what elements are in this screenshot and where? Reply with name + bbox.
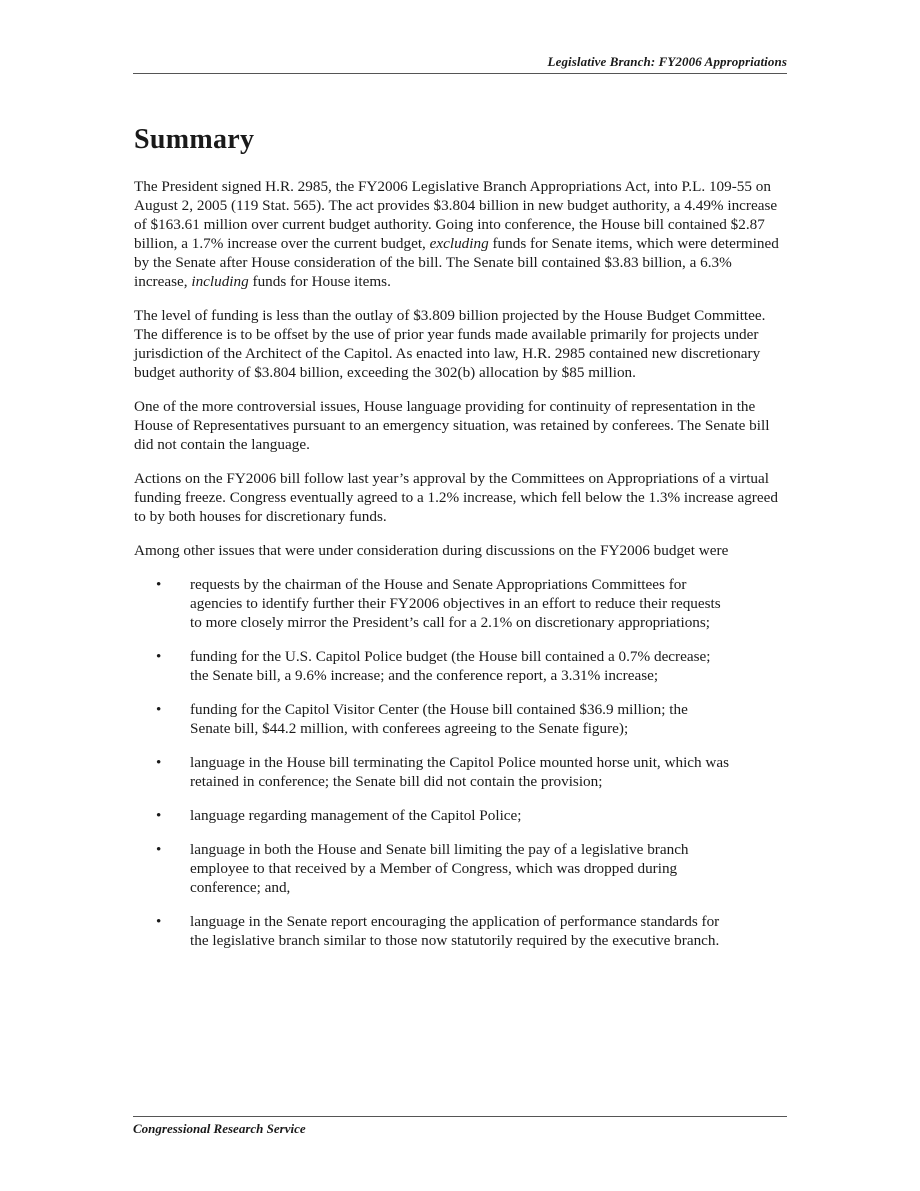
paragraph-controversial-issue: One of the more controversial issues, House language providing for continuity of representation in the House of Representatives pursuant to an emergency situation, was retained by conferees. The Senate bill did not contain the language. (134, 398, 770, 453)
list-item: • requests by the chairman of the House and Senate Appropriations Committees for agencies to identify further their FY2006 objectives in an effort to reduce their requests to more closely mirror the President’s call for a 2.1% on discretionary appropriations; (156, 576, 721, 631)
bullet-icon: • (156, 841, 162, 858)
page-title: Summary (134, 124, 255, 155)
issues-list (134, 575, 786, 950)
bullet-icon: • (156, 701, 162, 718)
bullet-icon: • (156, 807, 162, 824)
list-item: • language in both the House and Senate bill limiting the pay of a legislative branch employee to that received by a Member of Congress, which was dropped during conference; and, (156, 841, 689, 896)
emphasis-excluding: excluding (429, 235, 489, 252)
list-item: • language regarding management of the Capitol Police; (156, 807, 522, 824)
running-footer (133, 1116, 787, 1137)
paragraph-act-summary: The President signed H.R. 2985, the FY2006 Legislative Branch Appropriations Act, into P.L. 109-55 on August 2, 2005 (119 Stat. 565). The act provides $3.804 billion in new budget authority, a 4.49% increase of $163.61 million over current budget authority. Going into conference, the House bill contained $2.87 billion, a 1.7% increase over the current budget, excluding funds for Senate items, which were determined by the Senate after House consideration of the bill. The Senate bill contained $3.83 billion, a 6.3% increase, including funds for House items. (134, 178, 779, 290)
paragraph-funding-freeze: Actions on the FY2006 bill follow last year’s approval by the Committees on Appropriations of a virtual funding freeze. Congress eventually agreed to a 1.2% increase, which fell below the 1.3% increase agreed to by both houses for discretionary funds. (134, 470, 778, 525)
bullet-icon: • (156, 648, 162, 665)
bullet-icon: • (156, 576, 162, 593)
list-item: • funding for the Capitol Visitor Center (the House bill contained $36.9 million; the Senate bill, $44.2 million, with conferees agreeing to the Senate figure); (156, 701, 688, 737)
emphasis-including: including (191, 273, 249, 290)
paragraph-other-issues-intro: Among other issues that were under consideration during discussions on the FY2006 budget were (134, 542, 729, 559)
list-item: • funding for the U.S. Capitol Police budget (the House bill contained a 0.7% decrease; the Senate bill, a 9.6% increase; and the conference report, a 3.31% increase; (156, 648, 711, 684)
running-header-title: Legislative Branch: FY2006 Appropriations (547, 54, 787, 69)
list-item: • language in the Senate report encouraging the application of performance standards for the legislative branch similar to those now statutorily required by the executive branch. (156, 913, 720, 949)
paragraph-funding-level: The level of funding is less than the outlay of $3.809 billion projected by the House Budget Committee. The difference is to be offset by the use of prior year funds made available primarily for projects under jurisdiction of the Architect of the Capitol. As enacted into law, H.R. 2985 contained new discretionary budget authority of $3.804 billion, exceeding the 302(b) allocation by $85 million. (134, 307, 766, 381)
bullet-icon: • (156, 913, 162, 930)
list-item: • language in the House bill terminating the Capitol Police mounted horse unit, which was retained in conference; the Senate bill did not contain the provision; (156, 754, 730, 790)
bullet-icon: • (156, 754, 162, 771)
footer-source: Congressional Research Service (133, 1121, 306, 1136)
running-header (133, 54, 787, 74)
summary-body (134, 177, 786, 965)
